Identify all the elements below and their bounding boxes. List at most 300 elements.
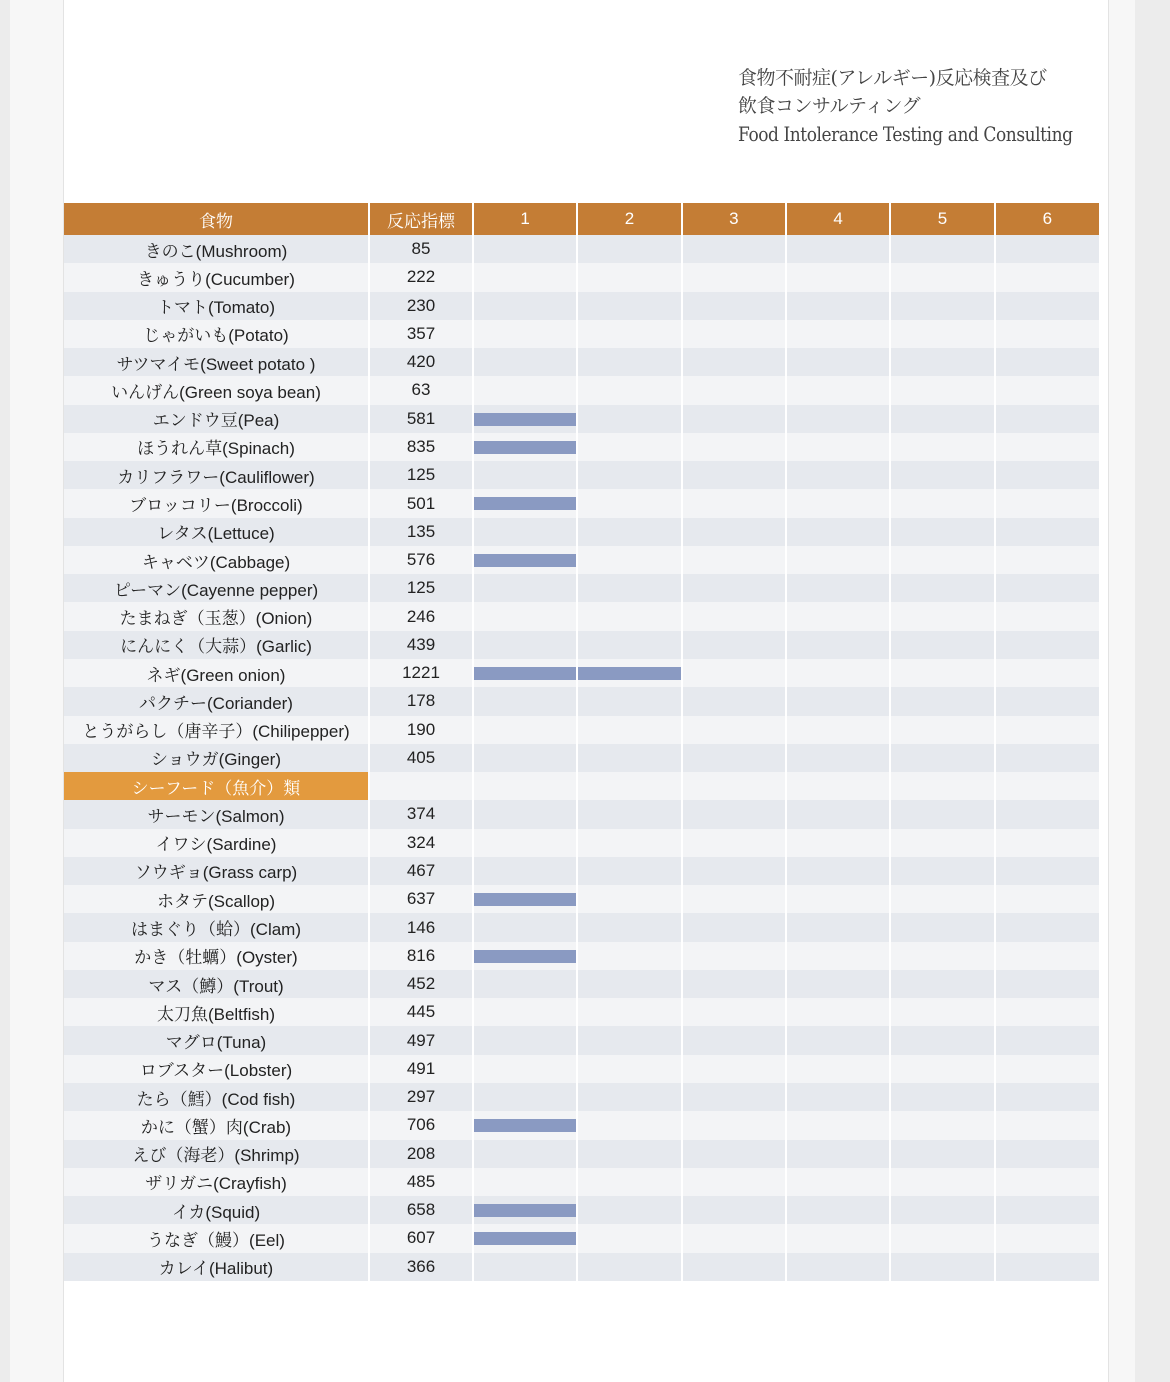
level-cell	[682, 602, 786, 630]
table-row	[64, 829, 1099, 857]
table-row	[64, 235, 1099, 263]
level-cell	[786, 320, 890, 348]
reaction-index: 125	[369, 461, 473, 489]
food-name: ピーマン(Cayenne pepper)	[64, 574, 369, 602]
level-cell	[577, 376, 681, 404]
table-row	[64, 857, 1099, 885]
level-cell	[995, 998, 1099, 1026]
level-cell	[786, 829, 890, 857]
level-cell	[473, 461, 577, 489]
reaction-bar	[474, 893, 576, 906]
level-cell	[577, 1055, 681, 1083]
level-cell	[577, 263, 681, 291]
level-cell	[890, 602, 994, 630]
reaction-index: 706	[369, 1111, 473, 1139]
food-name: かき（牡蠣）(Oyster)	[64, 942, 369, 970]
level-cell	[995, 1111, 1099, 1139]
level-cell	[890, 518, 994, 546]
empty-cell	[577, 772, 681, 800]
table-row	[64, 1055, 1099, 1083]
level-cell	[577, 461, 681, 489]
reaction-index: 816	[369, 942, 473, 970]
level-cell	[682, 1026, 786, 1054]
level-cell	[890, 829, 994, 857]
reaction-index: 246	[369, 602, 473, 630]
level-cell	[473, 1026, 577, 1054]
food-name: レタス(Lettuce)	[64, 518, 369, 546]
food-name: ロブスター(Lobster)	[64, 1055, 369, 1083]
level-cell	[577, 602, 681, 630]
food-name: はまぐり（蛤）(Clam)	[64, 913, 369, 941]
level-cell	[682, 518, 786, 546]
reaction-bar	[474, 413, 576, 426]
header-level-5: 5	[890, 203, 994, 235]
level-cell	[890, 716, 994, 744]
reaction-index: 439	[369, 631, 473, 659]
level-cell	[682, 716, 786, 744]
food-name: マス（鱒）(Trout)	[64, 970, 369, 998]
level-cell	[890, 1253, 994, 1281]
level-cell	[682, 376, 786, 404]
table-row	[64, 320, 1099, 348]
food-name: サツマイモ(Sweet potato )	[64, 348, 369, 376]
level-cell	[682, 1253, 786, 1281]
level-cell	[995, 1083, 1099, 1111]
reaction-index: 501	[369, 489, 473, 517]
title-line-3: Food Intolerance Testing and Consulting	[738, 122, 1073, 146]
level-cell	[786, 744, 890, 772]
level-cell	[890, 800, 994, 828]
level-cell	[995, 744, 1099, 772]
table-row	[64, 292, 1099, 320]
level-cell	[682, 1224, 786, 1252]
level-cell	[786, 913, 890, 941]
food-name: ネギ(Green onion)	[64, 659, 369, 687]
reaction-index: 366	[369, 1253, 473, 1281]
level-cell	[682, 1140, 786, 1168]
table-row	[64, 744, 1099, 772]
level-cell	[786, 970, 890, 998]
level-cell	[786, 1083, 890, 1111]
table-row	[64, 1224, 1099, 1252]
reaction-index: 374	[369, 800, 473, 828]
level-cell	[682, 1055, 786, 1083]
level-cell	[473, 659, 577, 687]
empty-cell	[473, 772, 577, 800]
level-cell	[995, 320, 1099, 348]
level-cell	[473, 546, 577, 574]
reaction-bar	[474, 497, 576, 510]
level-cell	[473, 433, 577, 461]
reaction-index: 607	[369, 1224, 473, 1252]
table-row	[64, 716, 1099, 744]
food-name: マグロ(Tuna)	[64, 1026, 369, 1054]
table-row	[64, 405, 1099, 433]
reaction-index: 581	[369, 405, 473, 433]
level-cell	[995, 885, 1099, 913]
level-cell	[682, 998, 786, 1026]
reaction-index: 405	[369, 744, 473, 772]
level-cell	[682, 800, 786, 828]
reaction-index: 230	[369, 292, 473, 320]
level-cell	[682, 1168, 786, 1196]
empty-cell	[369, 772, 473, 800]
level-cell	[995, 489, 1099, 517]
level-cell	[786, 574, 890, 602]
level-cell	[682, 744, 786, 772]
reaction-index: 125	[369, 574, 473, 602]
table-row	[64, 489, 1099, 517]
reaction-index: 485	[369, 1168, 473, 1196]
reaction-index: 497	[369, 1026, 473, 1054]
level-cell	[995, 716, 1099, 744]
food-name: 太刀魚(Beltfish)	[64, 998, 369, 1026]
table-header-row	[64, 203, 1099, 235]
level-cell	[473, 1224, 577, 1252]
level-cell	[890, 1140, 994, 1168]
level-cell	[890, 235, 994, 263]
header-index: 反応指標	[369, 203, 473, 235]
level-cell	[995, 235, 1099, 263]
header-level-4: 4	[786, 203, 890, 235]
section-label: シーフード（魚介）類	[64, 772, 369, 800]
reaction-index: 297	[369, 1083, 473, 1111]
level-cell	[473, 405, 577, 433]
reaction-bar	[474, 950, 576, 963]
level-cell	[473, 970, 577, 998]
level-cell	[473, 744, 577, 772]
title-line-2: 飲食コンサルティング	[738, 95, 921, 117]
food-name: パクチー(Coriander)	[64, 687, 369, 715]
table-row	[64, 263, 1099, 291]
level-cell	[577, 942, 681, 970]
reaction-index: 222	[369, 263, 473, 291]
table-row	[64, 687, 1099, 715]
level-cell	[890, 631, 994, 659]
header-level-3: 3	[682, 203, 786, 235]
table-row	[64, 574, 1099, 602]
level-cell	[473, 1111, 577, 1139]
table-row	[64, 1026, 1099, 1054]
level-cell	[682, 885, 786, 913]
reaction-index: 835	[369, 433, 473, 461]
level-cell	[786, 1168, 890, 1196]
food-name: きのこ(Mushroom)	[64, 235, 369, 263]
level-cell	[577, 970, 681, 998]
level-cell	[473, 235, 577, 263]
level-cell	[995, 433, 1099, 461]
level-cell	[577, 659, 681, 687]
empty-cell	[995, 772, 1099, 800]
level-cell	[995, 376, 1099, 404]
level-cell	[473, 489, 577, 517]
reaction-index: 324	[369, 829, 473, 857]
level-cell	[890, 263, 994, 291]
level-cell	[682, 461, 786, 489]
empty-cell	[786, 772, 890, 800]
level-cell	[786, 687, 890, 715]
level-cell	[577, 1253, 681, 1281]
level-cell	[577, 913, 681, 941]
level-cell	[995, 292, 1099, 320]
reaction-index: 146	[369, 913, 473, 941]
level-cell	[890, 744, 994, 772]
food-name: じゃがいも(Potato)	[64, 320, 369, 348]
level-cell	[577, 829, 681, 857]
table-row	[64, 348, 1099, 376]
food-name: にんにく（大蒜）(Garlic)	[64, 631, 369, 659]
level-cell	[890, 1168, 994, 1196]
level-cell	[473, 602, 577, 630]
intolerance-table	[64, 203, 1099, 1281]
level-cell	[890, 405, 994, 433]
level-cell	[995, 1253, 1099, 1281]
level-cell	[786, 716, 890, 744]
level-cell	[995, 687, 1099, 715]
reaction-bar	[474, 1232, 576, 1245]
level-cell	[786, 518, 890, 546]
reaction-bar	[578, 667, 680, 680]
level-cell	[890, 857, 994, 885]
level-cell	[786, 1111, 890, 1139]
level-cell	[473, 829, 577, 857]
level-cell	[577, 631, 681, 659]
level-cell	[786, 263, 890, 291]
food-name: ブロッコリー(Broccoli)	[64, 489, 369, 517]
reaction-index: 445	[369, 998, 473, 1026]
level-cell	[995, 461, 1099, 489]
level-cell	[682, 687, 786, 715]
level-cell	[995, 829, 1099, 857]
level-cell	[577, 716, 681, 744]
level-cell	[577, 1083, 681, 1111]
level-cell	[682, 292, 786, 320]
section-row	[64, 772, 1099, 800]
reaction-bar	[474, 1119, 576, 1132]
level-cell	[890, 433, 994, 461]
level-cell	[786, 998, 890, 1026]
level-cell	[786, 405, 890, 433]
level-cell	[577, 320, 681, 348]
level-cell	[473, 348, 577, 376]
table-row	[64, 1253, 1099, 1281]
reaction-index: 178	[369, 687, 473, 715]
food-name: サーモン(Salmon)	[64, 800, 369, 828]
reaction-index: 1221	[369, 659, 473, 687]
table-row	[64, 1111, 1099, 1139]
food-name: ホタテ(Scallop)	[64, 885, 369, 913]
level-cell	[682, 1083, 786, 1111]
level-cell	[473, 376, 577, 404]
level-cell	[890, 913, 994, 941]
level-cell	[995, 518, 1099, 546]
level-cell	[890, 546, 994, 574]
level-cell	[577, 518, 681, 546]
food-name: とうがらし（唐辛子）(Chilipepper)	[64, 716, 369, 744]
food-name: たら（鱈）(Cod fish)	[64, 1083, 369, 1111]
level-cell	[577, 1196, 681, 1224]
header-level-6: 6	[995, 203, 1099, 235]
level-cell	[890, 489, 994, 517]
reaction-index: 452	[369, 970, 473, 998]
header-level-2: 2	[577, 203, 681, 235]
table-row	[64, 1168, 1099, 1196]
level-cell	[473, 1083, 577, 1111]
level-cell	[473, 1196, 577, 1224]
level-cell	[473, 687, 577, 715]
reaction-index: 491	[369, 1055, 473, 1083]
level-cell	[577, 546, 681, 574]
level-cell	[577, 687, 681, 715]
level-cell	[786, 1224, 890, 1252]
food-name: ほうれん草(Spinach)	[64, 433, 369, 461]
level-cell	[786, 631, 890, 659]
table-row	[64, 433, 1099, 461]
food-name: エンドウ豆(Pea)	[64, 405, 369, 433]
level-cell	[890, 1055, 994, 1083]
level-cell	[682, 546, 786, 574]
level-cell	[995, 857, 1099, 885]
table-row	[64, 885, 1099, 913]
level-cell	[995, 348, 1099, 376]
food-name: きゅうり(Cucumber)	[64, 263, 369, 291]
level-cell	[786, 292, 890, 320]
reaction-index: 208	[369, 1140, 473, 1168]
level-cell	[890, 320, 994, 348]
level-cell	[473, 1168, 577, 1196]
reaction-index: 357	[369, 320, 473, 348]
level-cell	[786, 857, 890, 885]
level-cell	[786, 1196, 890, 1224]
level-cell	[577, 574, 681, 602]
level-cell	[995, 1055, 1099, 1083]
level-cell	[473, 574, 577, 602]
level-cell	[473, 1140, 577, 1168]
level-cell	[577, 1168, 681, 1196]
table-row	[64, 998, 1099, 1026]
level-cell	[890, 348, 994, 376]
table-row	[64, 800, 1099, 828]
level-cell	[995, 659, 1099, 687]
food-name: ザリガニ(Crayfish)	[64, 1168, 369, 1196]
header-food: 食物	[64, 203, 369, 235]
level-cell	[890, 1224, 994, 1252]
table-row	[64, 631, 1099, 659]
reaction-index: 658	[369, 1196, 473, 1224]
level-cell	[890, 1196, 994, 1224]
table-row	[64, 942, 1099, 970]
level-cell	[682, 489, 786, 517]
table-row	[64, 1140, 1099, 1168]
level-cell	[682, 348, 786, 376]
level-cell	[995, 405, 1099, 433]
level-cell	[995, 1026, 1099, 1054]
level-cell	[577, 405, 681, 433]
level-cell	[995, 1140, 1099, 1168]
reaction-index: 85	[369, 235, 473, 263]
level-cell	[473, 857, 577, 885]
level-cell	[890, 1026, 994, 1054]
table-row	[64, 970, 1099, 998]
level-cell	[682, 659, 786, 687]
level-cell	[682, 1111, 786, 1139]
level-cell	[473, 942, 577, 970]
level-cell	[473, 885, 577, 913]
level-cell	[682, 1196, 786, 1224]
level-cell	[682, 263, 786, 291]
level-cell	[577, 348, 681, 376]
reaction-index: 63	[369, 376, 473, 404]
table-row	[64, 913, 1099, 941]
food-name: イカ(Squid)	[64, 1196, 369, 1224]
level-cell	[577, 1224, 681, 1252]
level-cell	[786, 235, 890, 263]
level-cell	[682, 970, 786, 998]
food-name: たまねぎ（玉葱）(Onion)	[64, 602, 369, 630]
level-cell	[995, 574, 1099, 602]
level-cell	[995, 1168, 1099, 1196]
level-cell	[473, 1055, 577, 1083]
table-row	[64, 1196, 1099, 1224]
empty-cell	[890, 772, 994, 800]
food-name: ショウガ(Ginger)	[64, 744, 369, 772]
level-cell	[682, 631, 786, 659]
reaction-index: 190	[369, 716, 473, 744]
reaction-index: 576	[369, 546, 473, 574]
level-cell	[890, 1083, 994, 1111]
level-cell	[890, 970, 994, 998]
level-cell	[995, 263, 1099, 291]
level-cell	[890, 376, 994, 404]
level-cell	[995, 800, 1099, 828]
table-row	[64, 376, 1099, 404]
level-cell	[577, 1140, 681, 1168]
level-cell	[890, 1111, 994, 1139]
level-cell	[682, 433, 786, 461]
food-name: トマト(Tomato)	[64, 292, 369, 320]
document-title	[738, 64, 1132, 148]
level-cell	[577, 1111, 681, 1139]
food-name: うなぎ（鰻）(Eel)	[64, 1224, 369, 1252]
level-cell	[890, 998, 994, 1026]
reaction-index: 637	[369, 885, 473, 913]
level-cell	[786, 1026, 890, 1054]
level-cell	[577, 433, 681, 461]
level-cell	[890, 942, 994, 970]
level-cell	[786, 546, 890, 574]
level-cell	[577, 800, 681, 828]
level-cell	[786, 489, 890, 517]
level-cell	[473, 998, 577, 1026]
reaction-index: 420	[369, 348, 473, 376]
level-cell	[786, 659, 890, 687]
food-name: カリフラワー(Cauliflower)	[64, 461, 369, 489]
level-cell	[786, 800, 890, 828]
level-cell	[995, 631, 1099, 659]
reaction-bar	[474, 667, 576, 680]
level-cell	[577, 857, 681, 885]
reaction-bar	[474, 441, 576, 454]
level-cell	[890, 461, 994, 489]
table-row	[64, 659, 1099, 687]
level-cell	[786, 433, 890, 461]
table-row	[64, 546, 1099, 574]
level-cell	[682, 857, 786, 885]
level-cell	[995, 1224, 1099, 1252]
level-cell	[890, 292, 994, 320]
level-cell	[473, 518, 577, 546]
food-name: イワシ(Sardine)	[64, 829, 369, 857]
